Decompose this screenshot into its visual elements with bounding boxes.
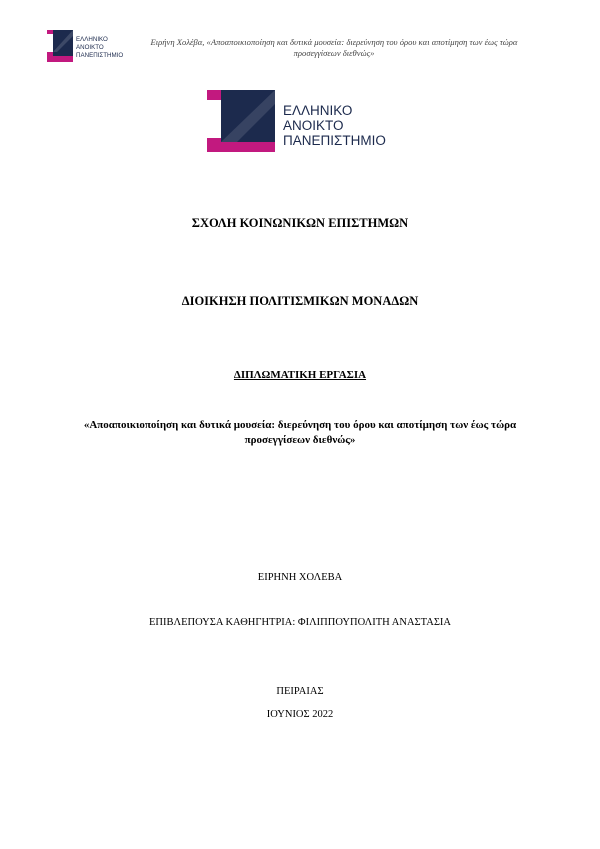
logo-line3: ΠΑΝΕΠΙΣΤΗΜΙΟ [283, 133, 386, 148]
city: ΠΕΙΡΑΙΑΣ [276, 686, 324, 697]
author-name: ΕΙΡΗΝΗ ΧΟΛΕΒΑ [257, 572, 343, 583]
department-name: ΔΙΟΙΚΗΣΗ ΠΟΛΙΤΙΣΜΙΚΩΝ ΜΟΝΑΔΩΝ [181, 294, 419, 308]
header-citation: Ειρήνη Χολέβα, «Αποαποικιοποίηση και δυτικά μουσεία: διερεύνηση του όρου και αποτίμηση των έως τώρα προσεγγίσεων διεθνώς» [150, 37, 518, 58]
logo-line2: ΑΝΟΙΚΤΟ [283, 118, 344, 133]
header-university-logo [47, 30, 137, 62]
thesis-title: «Αποαποικιοποίηση και δυτικά μουσεία: διερεύνηση του όρου και αποτίμηση των έως τώρα προσεγγίσεων διεθνώς» [83, 419, 517, 446]
header-logo-line2: ΑΝΟΙΚΤΟ [76, 44, 104, 51]
university-logo [207, 90, 407, 152]
logo-line1: ΕΛΛΗΝΙΚΟ [283, 103, 353, 118]
school-name: ΣΧΟΛΗ ΚΟΙΝΩΝΙΚΩΝ ΕΠΙΣΤΗΜΩΝ [191, 216, 409, 230]
header-logo-line1: ΕΛΛΗΝΙΚΟ [76, 36, 108, 43]
document-type: ΔΙΠΛΩΜΑΤΙΚΗ ΕΡΓΑΣΙΑ [233, 369, 367, 381]
header-logo-line3: ΠΑΝΕΠΙΣΤΗΜΙΟ [76, 52, 124, 59]
date: ΙΟΥΝΙΟΣ 2022 [266, 709, 334, 720]
supervisor: ΕΠΙΒΛΕΠΟΥΣΑ ΚΑΘΗΓΗΤΡΙΑ: ΦΙΛΙΠΠΟΥΠΟΛΙΤΗ ΑΝΑΣΤΑΣΙΑ [148, 617, 452, 628]
